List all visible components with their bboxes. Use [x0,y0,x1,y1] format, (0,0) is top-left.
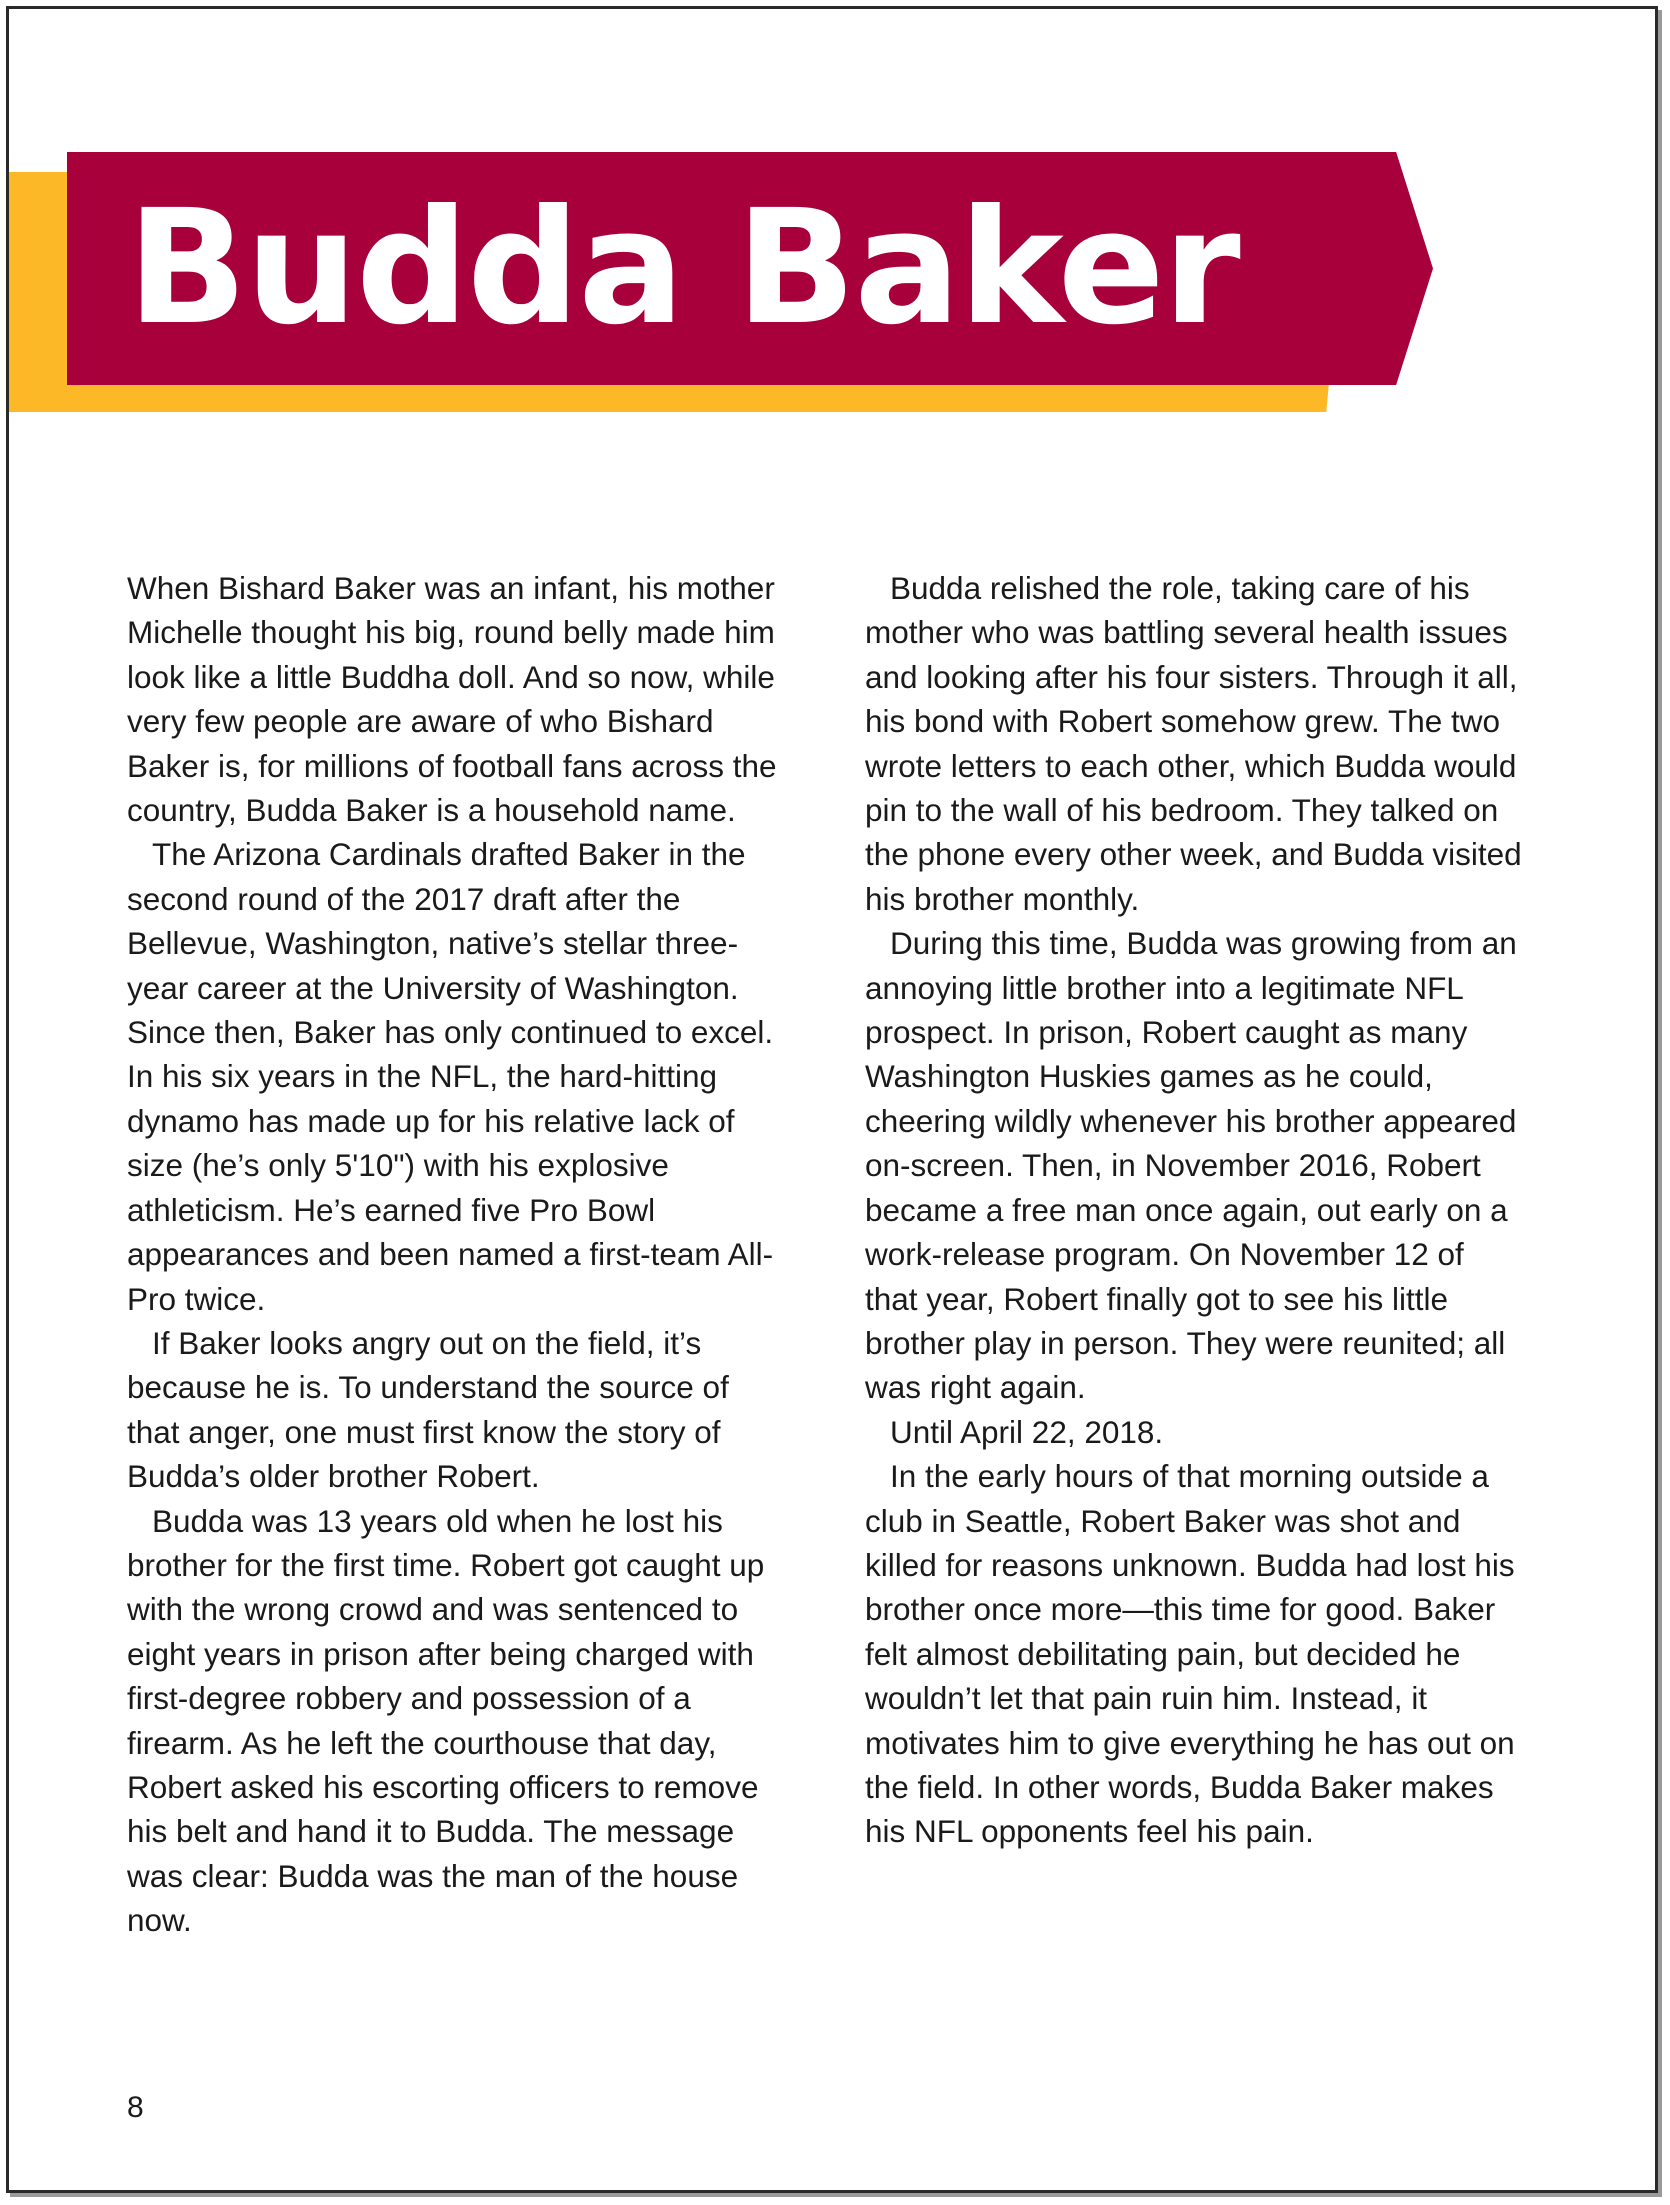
paragraph: The Arizona Cardinals drafted Baker in the second round of the 2017 draft after the Bellevue, Washington, native’s stellar three-year career at the University of Washington. Since then, Baker has only continued to excel. In his six years in the NFL, the hard-hitting dynamo has made up for his relative lack of size (he’s only 5'10") with his explosive athleticism. He’s earned five Pro Bowl appearances and been named a first-team All-Pro twice. [127,836,774,1317]
left-column [127,566,787,1943]
paragraph: Budda was 13 years old when he lost his brother for the first time. Robert got caught up with the wrong crowd and was sentenced to eight years in prison after being charged with first-degree robbery and possession of a firearm. As he left the courthouse that day, Robert asked his escorting officers to remove his belt and hand it to Budda. The message was clear: Budda was the man of the house now. [127,1502,765,1939]
right-column [865,566,1525,1854]
page [6,6,1658,2193]
paragraph: During this time, Budda was growing from an annoying little brother into a legitimate NFL prospect. In prison, Robert caught as many Washington Huskies games as he could, cheering wildly whenever his brother appeared on-screen. Then, in November 2016, Robert became a free man once again, out early on a work-release program. On November 12 of that year, Robert finally got to see his little brother play in person. They were reunited; all was right again. [865,925,1517,1406]
paragraph: If Baker looks angry out on the field, it’s because he is. To understand the source of that anger, one must first know the story of Budda’s older brother Robert. [127,1324,729,1495]
paragraph: In the early hours of that morning outside a club in Seattle, Robert Baker was shot and killed for reasons unknown. Budda had lost his brother once more—this time for good. Baker felt almost debilitating pain, but decided he wouldn’t let that pain ruin him. Instead, it motivates him to give everything he has out on the field. In other words, Budda Baker makes his NFL opponents feel his pain. [865,1458,1515,1850]
paragraph: When Bishard Baker was an infant, his mother Michelle thought his big, round belly made him look like a little Buddha doll. And so now, while very few people are aware of who Bishard Baker is, for millions of football fans across the country, Budda Baker is a household name. [127,570,777,829]
paragraph: Budda relished the role, taking care of his mother who was battling several health issues and looking after his four sisters. Through it all, his bond with Robert somehow grew. The two wrote letters to each other, which Budda would pin to the wall of his bedroom. They talked on the phone every other week, and Budda visited his brother monthly. [865,570,1522,917]
page-title: Budda Baker [127,176,1239,360]
page-number: 8 [127,2091,144,2124]
paragraph: Until April 22, 2018. [890,1413,1164,1450]
